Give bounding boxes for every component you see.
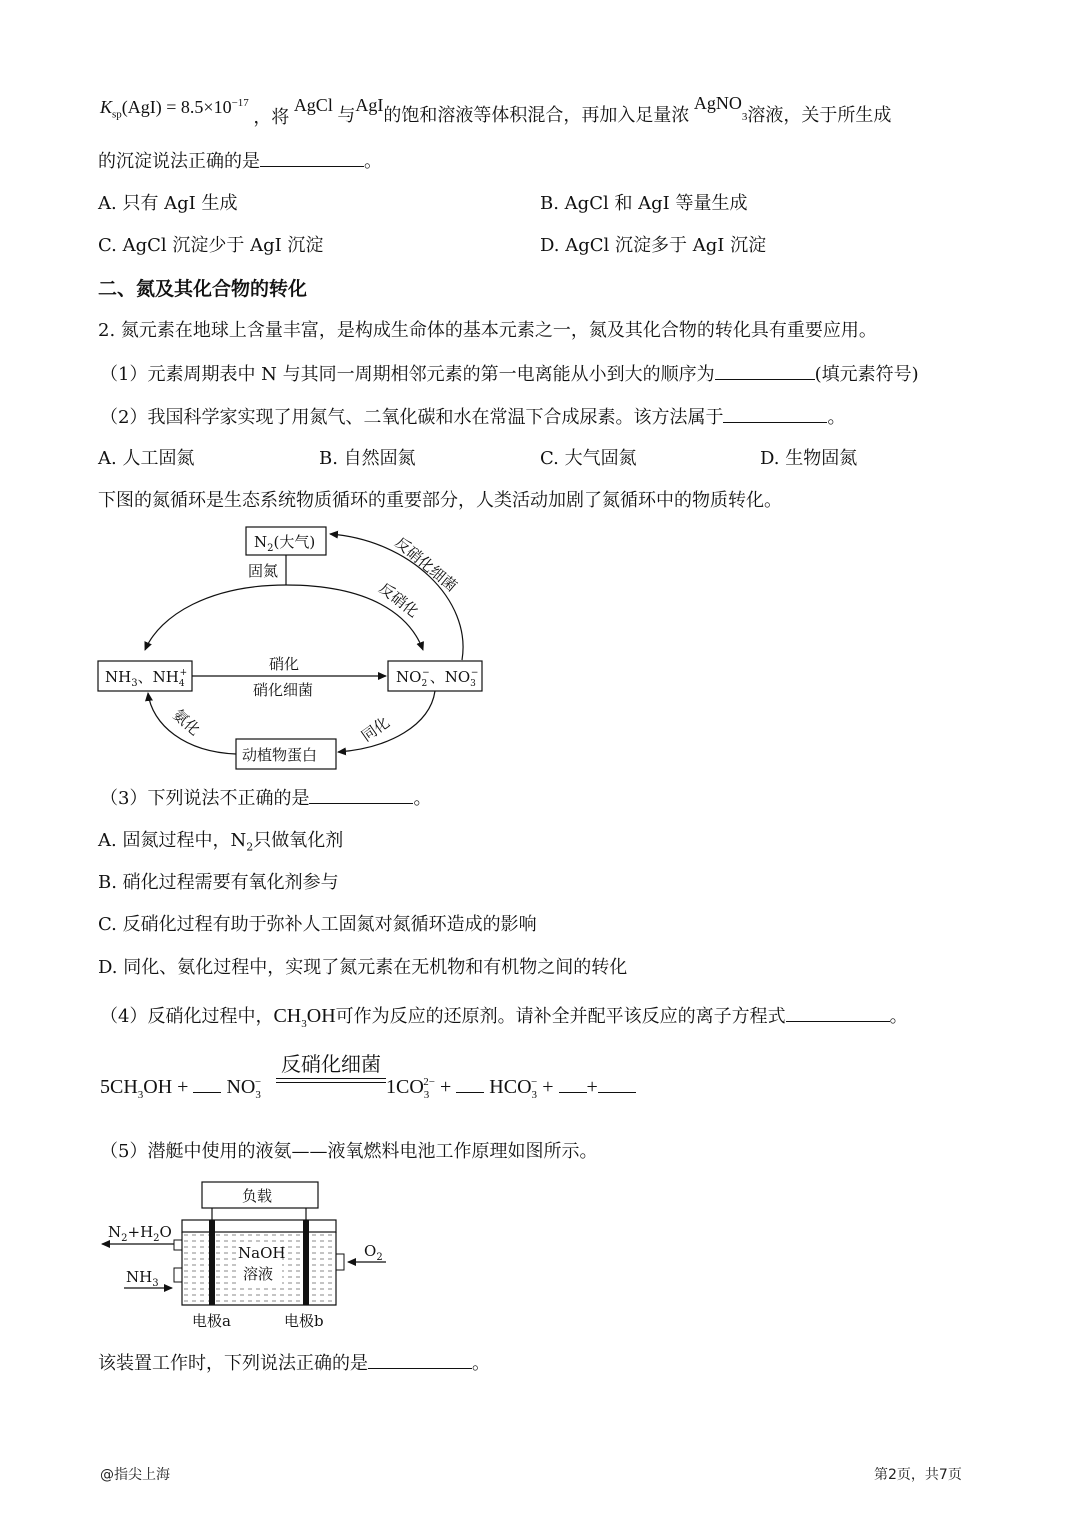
nitrifying-bacteria-label: 硝化细菌 — [253, 681, 314, 699]
ammonia-inlet-label: $NH_3$ — [126, 1268, 159, 1289]
q2-part3: （3）下列说法不正确的是 。 — [100, 785, 431, 812]
load-label: 负载 — [242, 1187, 273, 1205]
cell-lid — [182, 1220, 336, 1232]
reaction-arrow — [276, 1052, 386, 1083]
nitrification-label: 硝化 — [269, 655, 300, 673]
denitrification-label: 反硝化 — [375, 578, 423, 621]
q2-intro: 2. 氮元素在地球上含量丰富，是构成生命体的基本元素之一，氮及其化合物的转化具有重要应用。 — [98, 320, 877, 341]
q1-option-b: B. AgCl 和 AgI 等量生成 — [540, 193, 748, 214]
q2-part2-option-b: B. 自然固氮 — [319, 448, 416, 469]
q2-part1: （1）元素周期表中 N 与其同一周期相邻元素的第一电离能从小到大的顺序为 (填元素符号) — [100, 361, 919, 388]
ionic-equation: $5CH_3OH + NO_3^-$ — [100, 1076, 262, 1101]
ionic-equation-rhs: $1CO_3^{2-} + HCO_3^-$ + + — [386, 1074, 636, 1100]
footer-source: @指尖上海 — [100, 1467, 170, 1483]
fixation-label: 固氮 — [248, 562, 279, 580]
q2-part2-option-d: D. 生物固氮 — [760, 448, 858, 469]
section-heading: 二、氮及其化合物的转化 — [98, 278, 308, 300]
ammonification-label: 氨化 — [169, 705, 204, 740]
cycle-intro: 下图的氮循环是生态系统物质循环的重要部分，人类活动加剧了氮循环中的物质转化。 — [98, 490, 782, 511]
electrode-b-label: 电极b — [284, 1312, 324, 1330]
q2-part3-option-d: D. 同化、氨化过程中，实现了氮元素在无机物和有机物之间的转化 — [98, 957, 628, 978]
q2-part5: （5）潜艇中使用的液氨——液氧燃料电池工作原理如图所示。 — [100, 1141, 598, 1162]
fuel-cell-diagram — [96, 1178, 396, 1334]
ksp-symbol: K — [100, 97, 113, 117]
reaction-condition: 反硝化细菌 — [281, 1052, 381, 1076]
q1-option-c: C. AgCl 沉淀少于 AgI 沉淀 — [98, 235, 324, 256]
oxygen-inlet-label: $O_2$ — [364, 1242, 383, 1263]
product-blank[interactable] — [559, 1074, 587, 1093]
answer-blank[interactable] — [260, 148, 364, 167]
q1-option-a: A. 只有 AgI 生成 — [98, 193, 238, 214]
protein-label: 动植物蛋白 — [242, 746, 318, 764]
ksp-line: $K_{sp}(AgI) = 8.5\times 10^{-17}$ ，将 AgCl 与AgI的饱和溶液等体积混合，再加入足量浓 AgNO$_3$溶液，关于所生成 — [100, 93, 892, 127]
q2-part2-option-a: A. 人工固氮 — [98, 448, 195, 469]
naoh-label: NaOH — [238, 1244, 286, 1262]
q1-option-d: D. AgCl 沉淀多于 AgI 沉淀 — [540, 235, 767, 256]
ammonia-label: $NH_3$、$NH_4+$ — [105, 668, 188, 689]
exhaust-label: $N_2+H_2O$ — [108, 1223, 172, 1244]
electrode-a-label: 电极a — [192, 1312, 231, 1330]
nitrogen-cycle-diagram — [90, 520, 510, 780]
answer-blank[interactable] — [309, 785, 413, 804]
q2-part3-option-a: A. 固氮过程中，$N_2$只做氧化剂 — [98, 830, 344, 854]
q2-part2-option-c: C. 大气固氮 — [540, 448, 637, 469]
n2-label: $N_2$(大气) — [254, 533, 316, 554]
q1-stem-line2: 的沉淀说法正确的是 。 — [98, 148, 382, 175]
fixation-arc-left — [145, 585, 286, 650]
answer-blank[interactable] — [723, 404, 827, 423]
q2-part5-question: 该装置工作时，下列说法正确的是 。 — [98, 1350, 490, 1377]
coefficient-blank[interactable] — [193, 1074, 221, 1093]
q2-part2: （2）我国科学家实现了用氮气、二氧化碳和水在常温下合成尿素。该方法属于 。 — [100, 404, 845, 431]
electrode-a-bar — [209, 1220, 215, 1305]
electrode-b-bar — [303, 1220, 309, 1305]
q2-part3-option-b: B. 硝化过程需要有氧化剂参与 — [98, 872, 339, 893]
nitrate-label: $NO_2-$、$NO_3-$ — [396, 668, 479, 689]
footer-page-number: 第2页，共7页 — [874, 1467, 962, 1483]
q2-part4: （4）反硝化过程中，$CH_3OH$可作为反应的还原剂。请补全并配平该反应的离子方程式 。 — [100, 1005, 908, 1030]
assimilation-label: 同化 — [357, 713, 393, 746]
answer-blank[interactable] — [368, 1350, 472, 1369]
answer-blank[interactable] — [786, 1003, 890, 1022]
coefficient-blank[interactable] — [456, 1074, 484, 1093]
answer-blank[interactable] — [715, 361, 815, 380]
solution-label: 溶液 — [243, 1265, 274, 1283]
product-blank[interactable] — [598, 1074, 636, 1093]
q2-part3-option-c: C. 反硝化过程有助于弥补人工固氮对氮循环造成的影响 — [98, 914, 537, 935]
ksp-expression: (AgI) = 8.5×10 — [121, 97, 232, 117]
denitrifying-bacteria-label: 反硝化细菌 — [391, 533, 461, 596]
